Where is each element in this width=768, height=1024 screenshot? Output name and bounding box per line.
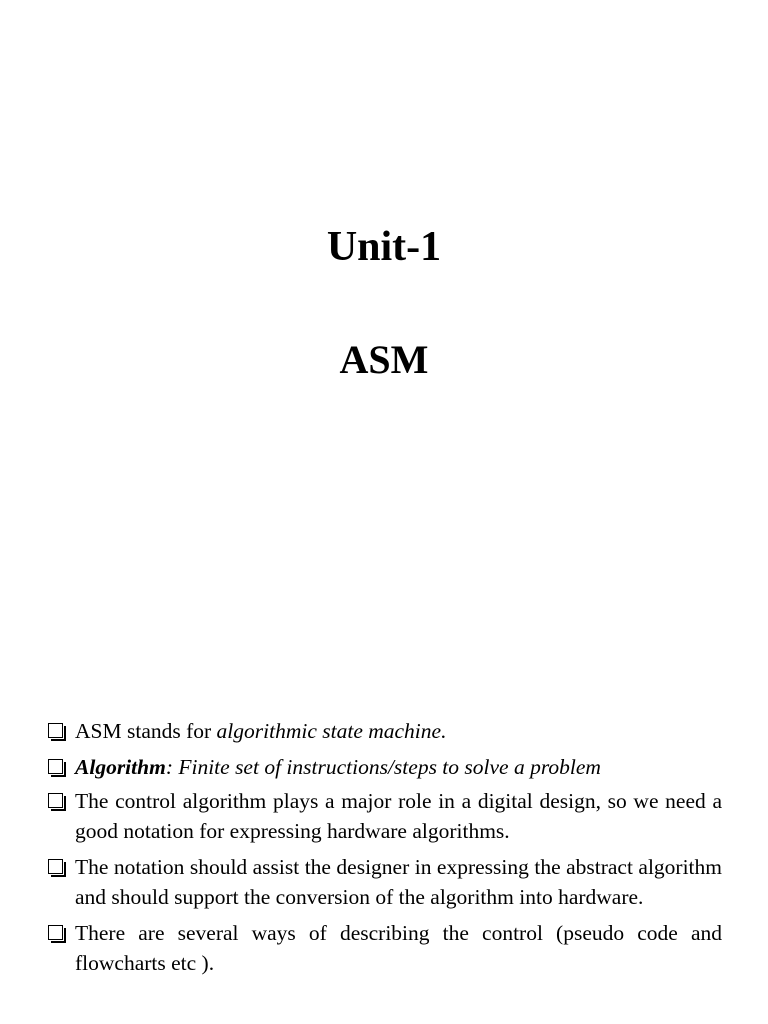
bullet-item-control-algorithm — [46, 786, 722, 846]
checkbox-bullet-icon — [48, 759, 63, 774]
bullet-text: The control algorithm plays a major role in a digital design, so we need a good notation for expressing hardware algorithms. — [75, 789, 722, 843]
page-title: Unit-1 — [326, 224, 442, 270]
bullet-item-notation — [46, 852, 722, 912]
checkbox-bullet-icon — [48, 925, 63, 940]
checkbox-bullet-icon — [48, 859, 63, 874]
bullet-text: The notation should assist the designer in expressing the abstract algorithm and should support the conversion of the algorithm into hardware. — [75, 855, 722, 909]
bullet-italic-text: algorithmic state machine. — [216, 719, 447, 743]
bullet-item-describing-control — [46, 918, 722, 978]
bullet-definition: : Finite set of instructions/steps to solve a problem — [165, 755, 601, 779]
page-subtitle: ASM — [339, 337, 429, 382]
bullet-term: Algorithm — [75, 755, 166, 779]
bullet-text: ASM stands for — [75, 719, 217, 743]
checkbox-bullet-icon — [48, 723, 63, 738]
bullet-item-asm-definition — [46, 716, 722, 746]
bullet-list — [46, 716, 722, 984]
bullet-item-algorithm-definition — [46, 752, 722, 782]
bullet-text: There are several ways of describing the control (pseudo code and flowcharts etc ). — [75, 921, 722, 975]
checkbox-bullet-icon — [48, 793, 63, 808]
